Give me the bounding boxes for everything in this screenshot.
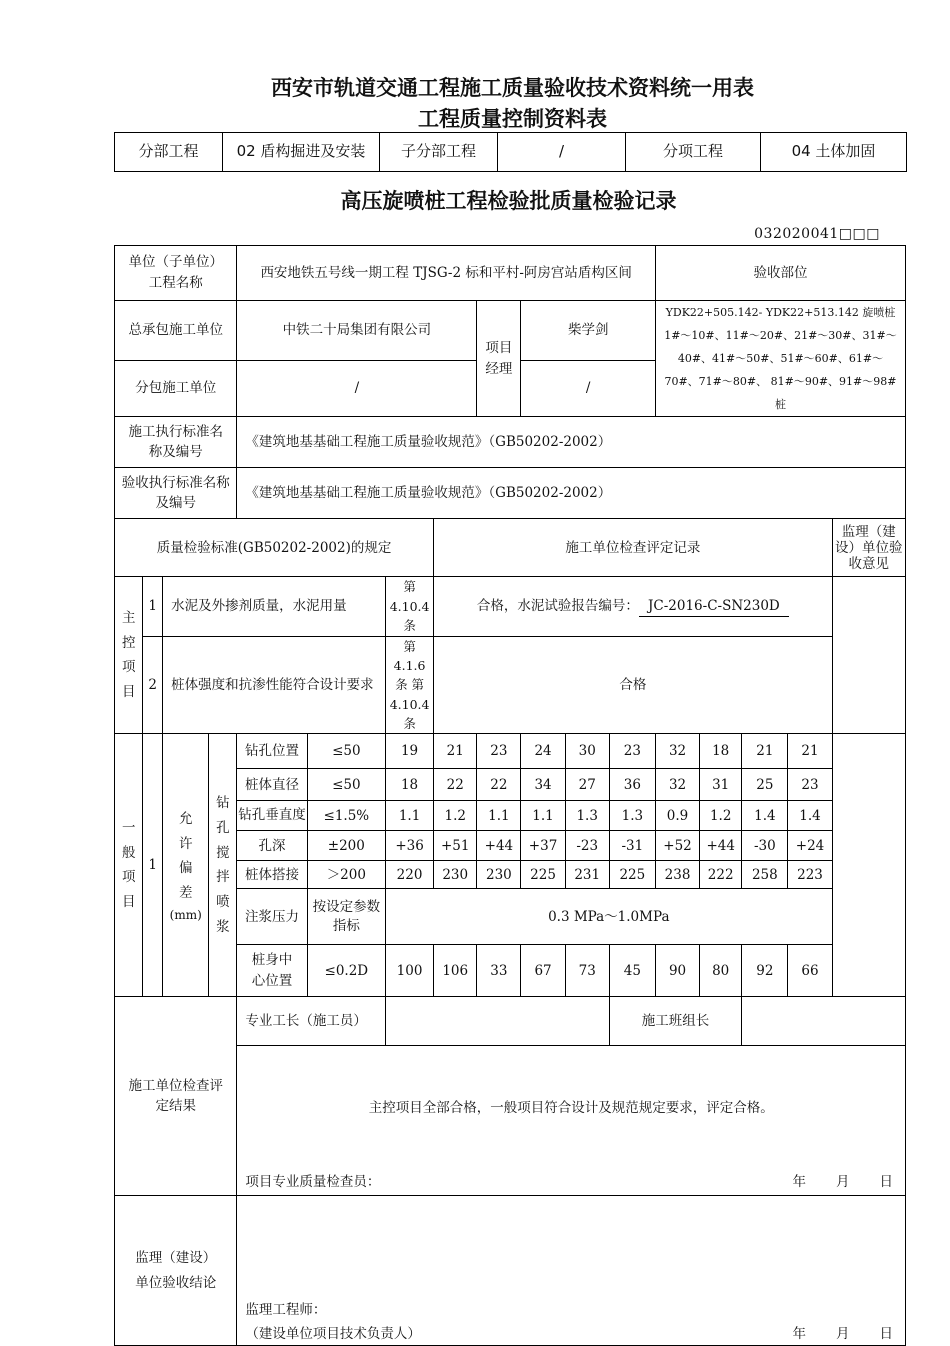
value: 24 bbox=[521, 734, 565, 769]
unit-name-value: 西安地铁五号线一期工程 TJSG-2 标和平村-阿房宫站盾构区间 bbox=[237, 246, 656, 301]
foreman-value bbox=[385, 997, 609, 1046]
form-subtitle: 工程质量控制资料表 bbox=[418, 107, 607, 131]
row-name-4: 桩体搭接 bbox=[237, 861, 307, 889]
date-line-construction bbox=[793, 1172, 894, 1193]
day-label: 日 bbox=[879, 1174, 893, 1191]
division-label: 分部工程 bbox=[115, 133, 223, 172]
sub-contractor-value: / bbox=[237, 360, 477, 417]
value: 21 bbox=[434, 734, 477, 769]
main-control-no-1: 1 bbox=[143, 577, 163, 636]
exec-standard-value: 《建筑地基基础工程施工质量验收规范》（GB50202-2002） bbox=[237, 417, 906, 468]
value: 238 bbox=[655, 861, 699, 889]
main-control-result-2: 合格 bbox=[434, 636, 832, 734]
unit-name-label: 单位（子单位）工程名称 bbox=[115, 246, 237, 301]
value: +37 bbox=[521, 831, 565, 861]
row-name-1: 桩体直径 bbox=[237, 769, 307, 801]
value: 1.3 bbox=[565, 801, 609, 831]
supervision-opinion-main bbox=[832, 577, 905, 734]
value: 231 bbox=[565, 861, 609, 889]
value: 1.1 bbox=[521, 801, 565, 831]
value: 45 bbox=[609, 945, 655, 997]
foreman-label: 专业工长（施工员） bbox=[237, 997, 386, 1046]
value: 21 bbox=[742, 734, 788, 769]
value: 220 bbox=[385, 861, 433, 889]
value: 222 bbox=[700, 861, 742, 889]
supervision-header: 监理（建设）单位验收意见 bbox=[832, 519, 905, 577]
general-contractor-value: 中铁二十局集团有限公司 bbox=[237, 301, 477, 361]
form-title: 西安市轨道交通工程施工质量验收技术资料统一用表 bbox=[271, 76, 754, 100]
value: 23 bbox=[609, 734, 655, 769]
project-manager-label: 项目经理 bbox=[477, 301, 521, 417]
main-control-clause-1: 第 4.10.4 条 bbox=[385, 577, 433, 636]
tolerance-label: 允许偏差 bbox=[178, 810, 193, 902]
main-control-clause-2: 第 4.1.6 条 第 4.10.4 条 bbox=[385, 636, 433, 734]
value: 18 bbox=[385, 769, 433, 801]
supervision-result-label: 监理（建设）单位验收结论 bbox=[115, 1196, 237, 1346]
drilling-method-label: 钻孔搅拌喷浆 bbox=[209, 734, 237, 997]
value: 33 bbox=[477, 945, 521, 997]
inspection-record-table bbox=[114, 245, 906, 1346]
row-name-3: 孔深 bbox=[237, 831, 307, 861]
value: 27 bbox=[565, 769, 609, 801]
row-limit-2: ≤1.5% bbox=[307, 801, 385, 831]
day-label: 日 bbox=[879, 1326, 893, 1343]
row-limit-1: ≤50 bbox=[307, 769, 385, 801]
grout-pressure-limit: 按设定参数指标 bbox=[307, 889, 385, 945]
value: 23 bbox=[477, 734, 521, 769]
acceptance-part-value: YDK22+505.142- YDK22+513.142 旋喷桩 1#～10#、11#～20#、21#～30#、31#～40#、41#～50#、51#～60#、61#～70#、71#～80#、 81#～90#、91#～98# 桩 bbox=[655, 301, 905, 417]
general-item-no: 1 bbox=[143, 734, 163, 997]
main-control-item-2: 桩体强度和抗渗性能符合设计要求 bbox=[163, 636, 386, 734]
construction-record-header: 施工单位检查评定记录 bbox=[434, 519, 832, 577]
value: 1.2 bbox=[700, 801, 742, 831]
value: 1.1 bbox=[477, 801, 521, 831]
value: 32 bbox=[655, 734, 699, 769]
main-control-item-1: 水泥及外掺剂质量，水泥用量 bbox=[163, 577, 386, 636]
general-items-label: 一般项目 bbox=[115, 734, 143, 997]
engineer-label: 监理工程师： bbox=[245, 1302, 327, 1319]
grout-pressure-value: 0.3 MPa～1.0MPa bbox=[385, 889, 832, 945]
main-control-no-2: 2 bbox=[143, 636, 163, 734]
value: 22 bbox=[477, 769, 521, 801]
construction-conclusion: 主控项目全部合格，一般项目符合设计及规范规定要求，评定合格。 bbox=[368, 1100, 774, 1117]
inspector-label: 项目专业质量检查员： bbox=[245, 1174, 381, 1191]
value: 223 bbox=[788, 861, 832, 889]
acceptance-part-label: 验收部位 bbox=[655, 246, 905, 301]
value: +44 bbox=[477, 831, 521, 861]
value: +44 bbox=[700, 831, 742, 861]
general-contractor-label: 总承包施工单位 bbox=[115, 301, 237, 361]
date-line-supervision bbox=[793, 1324, 894, 1345]
item-value: 04 土体加固 bbox=[761, 133, 907, 172]
value: +52 bbox=[655, 831, 699, 861]
value: 22 bbox=[434, 769, 477, 801]
record-title: 高压旋喷桩工程检验批质量检验记录 bbox=[340, 189, 677, 213]
value: 92 bbox=[742, 945, 788, 997]
tolerance-cell bbox=[163, 734, 209, 997]
value: 0.9 bbox=[655, 801, 699, 831]
value: 225 bbox=[609, 861, 655, 889]
value: 32 bbox=[655, 769, 699, 801]
value: +36 bbox=[385, 831, 433, 861]
value: 18 bbox=[700, 734, 742, 769]
value: 67 bbox=[521, 945, 565, 997]
accept-standard-label: 验收执行标准名称及编号 bbox=[115, 468, 237, 519]
pile-center-name: 桩身中心位置 bbox=[237, 945, 307, 997]
construction-result-label: 施工单位检查评定结果 bbox=[115, 997, 237, 1196]
value: 66 bbox=[788, 945, 832, 997]
value: 100 bbox=[385, 945, 433, 997]
value: 25 bbox=[742, 769, 788, 801]
value: 230 bbox=[434, 861, 477, 889]
value: 34 bbox=[521, 769, 565, 801]
month-label: 月 bbox=[836, 1326, 850, 1343]
value: 30 bbox=[565, 734, 609, 769]
subdivision-value: / bbox=[498, 133, 626, 172]
row-limit-0: ≤50 bbox=[307, 734, 385, 769]
exec-standard-label: 施工执行标准名称及编号 bbox=[115, 417, 237, 468]
owner-label: （建设单位项目技术负责人） bbox=[245, 1326, 421, 1343]
cement-report-number: JC-2016-C-SN230D bbox=[639, 596, 789, 618]
subdivision-label: 子分部工程 bbox=[380, 133, 498, 172]
item-label: 分项工程 bbox=[626, 133, 761, 172]
team-leader-value bbox=[742, 997, 906, 1046]
value: 21 bbox=[788, 734, 832, 769]
value: 230 bbox=[477, 861, 521, 889]
division-value: 02 盾构掘进及安装 bbox=[223, 133, 380, 172]
value: 1.4 bbox=[788, 801, 832, 831]
project-manager-name: 柴学剑 bbox=[521, 301, 655, 361]
accept-standard-value: 《建筑地基基础工程施工质量验收规范》（GB50202-2002） bbox=[237, 468, 906, 519]
value: 1.1 bbox=[385, 801, 433, 831]
value: 90 bbox=[655, 945, 699, 997]
value: 31 bbox=[700, 769, 742, 801]
division-table bbox=[114, 132, 907, 172]
value: 23 bbox=[788, 769, 832, 801]
value: -31 bbox=[609, 831, 655, 861]
value: 1.3 bbox=[609, 801, 655, 831]
pile-center-limit: ≤0.2D bbox=[307, 945, 385, 997]
project-manager-sub: / bbox=[521, 360, 655, 417]
value: 36 bbox=[609, 769, 655, 801]
value: 106 bbox=[434, 945, 477, 997]
value: 1.2 bbox=[434, 801, 477, 831]
supervision-result-body bbox=[237, 1196, 906, 1346]
row-name-2: 钻孔垂直度 bbox=[237, 801, 307, 831]
month-label: 月 bbox=[836, 1174, 850, 1191]
grout-pressure-name: 注浆压力 bbox=[237, 889, 307, 945]
row-limit-4: ＞200 bbox=[307, 861, 385, 889]
value: 1.4 bbox=[742, 801, 788, 831]
row-limit-3: ±200 bbox=[307, 831, 385, 861]
value: +24 bbox=[788, 831, 832, 861]
value: 225 bbox=[521, 861, 565, 889]
sub-contractor-label: 分包施工单位 bbox=[115, 360, 237, 417]
quality-standard-header: 质量检验标准(GB50202-2002)的规定 bbox=[115, 519, 434, 577]
value: 73 bbox=[565, 945, 609, 997]
main-control-label: 主控项目 bbox=[115, 577, 143, 734]
value: -23 bbox=[565, 831, 609, 861]
value: 80 bbox=[700, 945, 742, 997]
supervision-opinion-general bbox=[832, 734, 905, 997]
tolerance-unit: (mm) bbox=[169, 908, 202, 923]
main-control-result-1 bbox=[434, 577, 832, 636]
result-prefix-1: 合格，水泥试验报告编号： bbox=[476, 597, 639, 614]
document-number: 032020041□□□ bbox=[754, 226, 880, 242]
team-leader-label: 施工班组长 bbox=[609, 997, 741, 1046]
construction-result-body bbox=[237, 1046, 906, 1196]
year-label: 年 bbox=[792, 1326, 806, 1343]
value: 19 bbox=[385, 734, 433, 769]
year-label: 年 bbox=[792, 1174, 806, 1191]
row-name-0: 钻孔位置 bbox=[237, 734, 307, 769]
value: 258 bbox=[742, 861, 788, 889]
value: -30 bbox=[742, 831, 788, 861]
value: +51 bbox=[434, 831, 477, 861]
